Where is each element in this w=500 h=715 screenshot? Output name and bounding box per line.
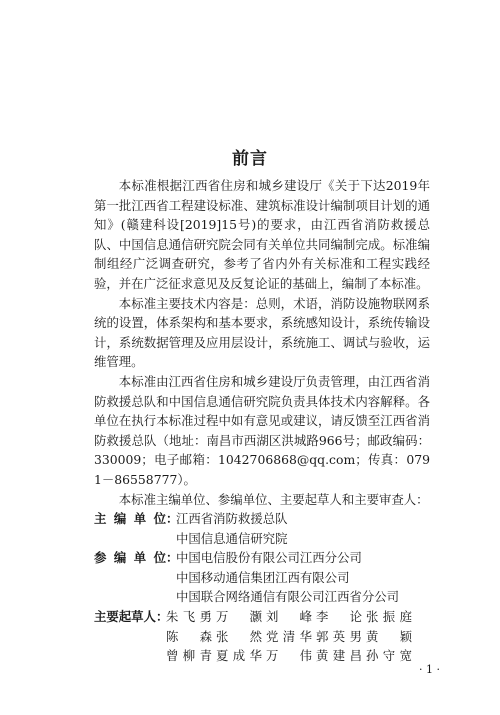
- drafter-name: 张然: [216, 628, 262, 644]
- participating-units-row: [94, 548, 430, 607]
- drafter-name: 黄建昌: [316, 648, 362, 664]
- participating-units-label: 参编单位: [94, 550, 166, 566]
- chief-unit: 江西省消防救援总队: [176, 511, 288, 527]
- drafter-name: 张振庭: [366, 609, 412, 625]
- chief-units-colon: ：: [166, 511, 179, 527]
- drafter-name: 万灏: [216, 609, 262, 625]
- drafters-line: [166, 646, 430, 666]
- paragraph-4: 本标准主编单位、参编单位、主要起草人和主要审查人：: [118, 491, 429, 507]
- participating-unit: 中国移动通信集团江西有限公司: [176, 569, 350, 585]
- chief-units-list: [176, 509, 430, 548]
- document-body: [94, 176, 430, 666]
- drafter-name: 曾柳青: [166, 648, 212, 664]
- paragraph-2: 本标准主要技术内容是：总则，术语，消防设施物联网系统的设置，体系架构和基本要求，系统感知设计，系统传输设计，系统数据管理及应用层设计，系统施工、调试与验收，运维管理。: [94, 295, 430, 370]
- drafter-name: 陈森: [166, 628, 212, 644]
- drafter-name: 朱飞勇: [166, 609, 212, 625]
- drafter-name: 党清华: [266, 628, 312, 644]
- participating-unit: 中国联合网络通信有限公司江西省分公司: [176, 589, 400, 605]
- drafters-line: [166, 627, 430, 647]
- drafter-name: 夏成华: [216, 648, 262, 664]
- chief-units-row: [94, 509, 430, 548]
- drafter-name: 刘峰: [266, 609, 312, 625]
- page-number: · 1 ·: [419, 663, 440, 676]
- chief-unit: 中国信息通信研究院: [176, 530, 288, 546]
- drafters-row: [94, 607, 430, 666]
- chief-units-label: 主编单位: [94, 511, 166, 527]
- participating-unit: 中国电信股份有限公司江西分公司: [176, 550, 362, 566]
- drafter-name: 黄颖: [366, 628, 412, 644]
- participating-units-colon: ：: [166, 550, 179, 566]
- drafters-list: [166, 607, 430, 666]
- paragraph-3: 本标准由江西省住房和城乡建设厅负责管理，由江西省消防救援总队和中国信息通信研究院负责具体技术内容解释。各单位在执行本标准过程中如有意见或建议，请反馈至江西省消防救援总队（地址：南昌市西湖区洪城路966号；邮政编码：330009；电子邮箱：1042706868@qq.com；传真：0791－86558777）。: [94, 373, 430, 487]
- paragraph-1: 本标准根据江西省住房和城乡建设厅《关于下达2019年第一批江西省工程建设标准、建筑标准设计编制项目计划的通知》(赣建科设[2019]15号)的要求，由江西省消防救援总队、中国信息通信研究院会同有关单位共同编制完成。标准编制组经广泛调查研究，参考了省内外有关标准和工程实践经验，并在广泛征求意见及反复论证的基础上，编制了本标准。: [94, 178, 430, 291]
- drafter-name: 郭英男: [316, 628, 362, 644]
- drafter-name: 万伟: [266, 648, 312, 664]
- drafters-line: [166, 607, 430, 627]
- drafter-name: 孙守宽: [366, 648, 412, 664]
- page-title: 前言: [232, 149, 268, 169]
- drafters-label: 主要起草人：: [94, 609, 169, 625]
- drafter-name: 李论: [316, 609, 362, 625]
- participating-units-list: [176, 548, 430, 607]
